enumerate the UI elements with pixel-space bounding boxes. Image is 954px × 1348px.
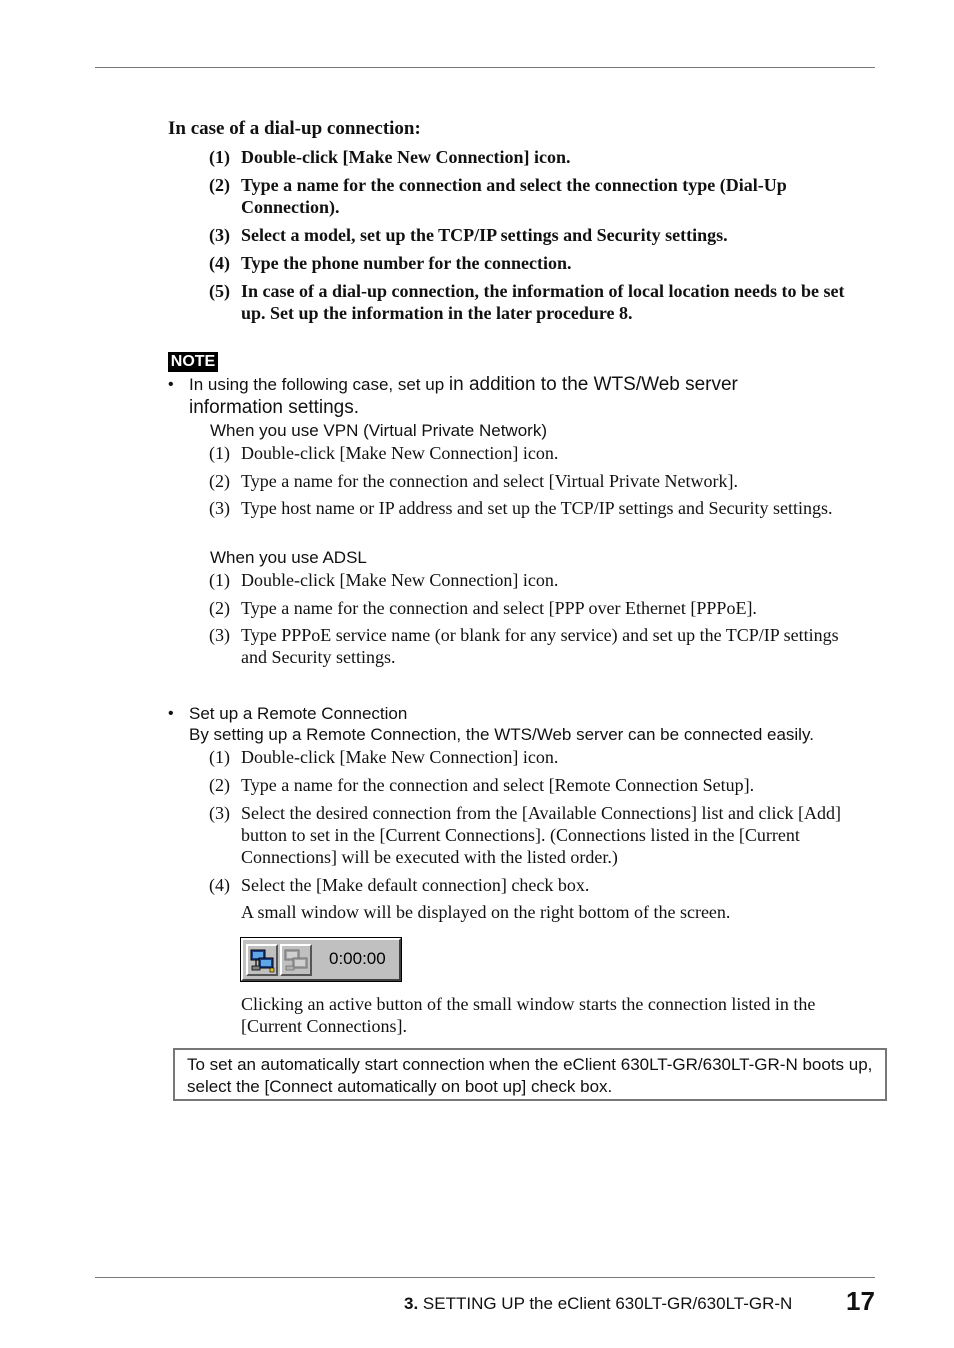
step-text: Double-click [Make New Connection] icon.: [241, 747, 559, 767]
step-text: Type host name or IP address and set up the TCP/IP settings and Security settings.: [241, 498, 833, 518]
connect-button[interactable]: [246, 944, 278, 976]
step-text: Select the [Make default connection] check box.: [241, 875, 590, 895]
bottom-rule: [95, 1277, 875, 1278]
connection-timer: 0:00:00: [329, 949, 386, 968]
network-disabled-icon: [282, 946, 310, 974]
note-intro-part-a: In using the following case, set up: [189, 375, 449, 394]
remote-connection-title: Set up a Remote Connection: [189, 704, 408, 723]
step-number: (3): [209, 225, 230, 245]
connection-tray-window: [241, 938, 401, 981]
step-text: Type a name for the connection and select [Virtual Private Network].: [241, 471, 738, 491]
step-text: Double-click [Make New Connection] icon.: [241, 443, 559, 463]
step-text: Select a model, set up the TCP/IP settings and Security settings.: [241, 225, 728, 245]
footer-chapter: [404, 1294, 792, 1314]
step-text: Select the desired connection from the [Available Connections] list and click [Add] button to set in the [Current Connections]. (Connections listed in the [Current Connections] will be executed with the listed order.): [241, 803, 841, 867]
step-text: Type the phone number for the connection.: [241, 253, 572, 273]
step-text: In case of a dial-up connection, the information of local location needs to be set up. Set up the information in the later procedure 8.: [241, 281, 845, 323]
step-number: (1): [209, 747, 230, 767]
step-text: Type PPPoE service name (or blank for any service) and set up the TCP/IP settings and Security settings.: [241, 625, 839, 667]
step-number: (3): [209, 803, 230, 823]
bullet-icon: •: [168, 376, 174, 393]
section-heading: In case of a dial-up connection:: [168, 118, 421, 139]
note-badge: NOTE: [168, 352, 218, 372]
step-number: (2): [209, 471, 230, 491]
step-number: (3): [209, 625, 230, 645]
note-intro-part-b: in addition to the WTS/Web server information settings.: [189, 374, 738, 418]
step-number: (1): [209, 443, 230, 463]
top-rule: [95, 67, 875, 68]
step-number: (2): [209, 775, 230, 795]
adsl-subheading: When you use ADSL: [210, 548, 367, 567]
step-number: (5): [209, 281, 230, 301]
step-number: (3): [209, 498, 230, 518]
boxed-note: To set an automatically start connection when the eClient 630LT-GR/630LT-GR-N boots up, select the [Connect automatically on boot up] check box.: [173, 1048, 887, 1101]
step-text: Double-click [Make New Connection] icon.: [241, 570, 559, 590]
step-text: Type a name for the connection and select [Remote Connection Setup].: [241, 775, 755, 795]
vpn-subheading: When you use VPN (Virtual Private Network): [210, 421, 547, 440]
step-text: Type a name for the connection and select [PPP over Ethernet [PPPoE].: [241, 598, 757, 618]
step-number: (1): [209, 570, 230, 590]
bullet-icon: •: [168, 705, 174, 722]
chapter-title: SETTING UP the eClient 630LT-GR/630LT-GR-N: [418, 1294, 793, 1313]
after-window-text: Clicking an active button of the small window starts the connection listed in the [Current Connections].: [241, 994, 816, 1036]
step-number: (2): [209, 598, 230, 618]
remote-connection-intro: By setting up a Remote Connection, the WTS/Web server can be connected easily.: [189, 725, 814, 744]
step-number: (4): [209, 253, 230, 273]
step-number: (2): [209, 175, 230, 195]
step-number: (4): [209, 875, 230, 895]
step-number: (1): [209, 147, 230, 167]
step-text: Double-click [Make New Connection] icon.: [241, 147, 571, 167]
note-intro: [189, 374, 829, 420]
small-window-text: A small window will be displayed on the right bottom of the screen.: [241, 902, 731, 922]
step-text: Type a name for the connection and select the connection type (Dial-Up Connection).: [241, 175, 787, 217]
page-number: 17: [846, 1286, 875, 1316]
chapter-number: 3.: [404, 1294, 419, 1313]
disconnect-button[interactable]: [280, 944, 312, 976]
network-connect-icon: [248, 946, 276, 974]
